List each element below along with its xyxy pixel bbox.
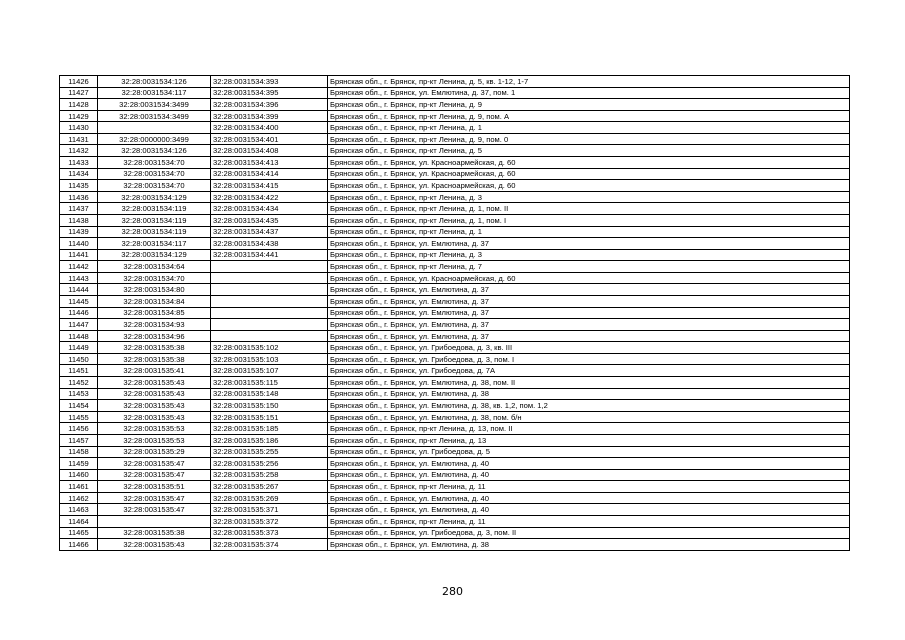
address-cell: Брянская обл., г. Брянск, пр-кт Ленина, д. 1 xyxy=(328,122,850,134)
parcel-cadastral-number-cell: 32:28:0031534:119 xyxy=(98,203,211,215)
row-number-cell: 11443 xyxy=(60,272,98,284)
object-cadastral-number-cell: 32:28:0031534:408 xyxy=(211,145,328,157)
table-row xyxy=(60,295,850,307)
address-cell: Брянская обл., г. Брянск, ул. Емлютина, д. 38, кв. 1,2, пом. 1,2 xyxy=(328,400,850,412)
object-cadastral-number-cell: 32:28:0031534:437 xyxy=(211,226,328,238)
table-row xyxy=(60,87,850,99)
table-row xyxy=(60,284,850,296)
address-cell: Брянская обл., г. Брянск, ул. Грибоедова, д. 3, кв. III xyxy=(328,342,850,354)
parcel-cadastral-number-cell xyxy=(98,122,211,134)
parcel-cadastral-number-cell: 32:28:0031535:38 xyxy=(98,527,211,539)
table-row xyxy=(60,214,850,226)
address-cell: Брянская обл., г. Брянск, ул. Красноармейская, д. 60 xyxy=(328,272,850,284)
object-cadastral-number-cell xyxy=(211,330,328,342)
parcel-cadastral-number-cell: 32:28:0031534:129 xyxy=(98,249,211,261)
address-cell: Брянская обл., г. Брянск, ул. Емлютина, д. 40 xyxy=(328,469,850,481)
parcel-cadastral-number-cell: 32:28:0031535:43 xyxy=(98,388,211,400)
table-row xyxy=(60,515,850,527)
parcel-cadastral-number-cell: 32:28:0031535:29 xyxy=(98,446,211,458)
parcel-cadastral-number-cell: 32:28:0031534:3499 xyxy=(98,110,211,122)
parcel-cadastral-number-cell: 32:28:0031535:43 xyxy=(98,539,211,551)
address-cell: Брянская обл., г. Брянск, ул. Емлютина, д. 40 xyxy=(328,492,850,504)
table-row xyxy=(60,342,850,354)
table-row xyxy=(60,539,850,551)
address-cell: Брянская обл., г. Брянск, пр-кт Ленина, д. 11 xyxy=(328,481,850,493)
table-row xyxy=(60,191,850,203)
address-cell: Брянская обл., г. Брянск, ул. Емлютина, д. 38 xyxy=(328,539,850,551)
row-number-cell: 11435 xyxy=(60,180,98,192)
row-number-cell: 11441 xyxy=(60,249,98,261)
row-number-cell: 11445 xyxy=(60,295,98,307)
object-cadastral-number-cell: 32:28:0031535:269 xyxy=(211,492,328,504)
parcel-cadastral-number-cell: 32:28:0031535:53 xyxy=(98,423,211,435)
table-row xyxy=(60,133,850,145)
object-cadastral-number-cell: 32:28:0031534:399 xyxy=(211,110,328,122)
table-row xyxy=(60,272,850,284)
parcel-cadastral-number-cell: 32:28:0031534:126 xyxy=(98,145,211,157)
table-row xyxy=(60,261,850,273)
object-cadastral-number-cell: 32:28:0031534:438 xyxy=(211,238,328,250)
table-row xyxy=(60,203,850,215)
object-cadastral-number-cell: 32:28:0031534:396 xyxy=(211,99,328,111)
object-cadastral-number-cell xyxy=(211,284,328,296)
object-cadastral-number-cell xyxy=(211,272,328,284)
row-number-cell: 11447 xyxy=(60,319,98,331)
row-number-cell: 11440 xyxy=(60,238,98,250)
row-number-cell: 11466 xyxy=(60,539,98,551)
parcel-cadastral-number-cell: 32:28:0031535:47 xyxy=(98,504,211,516)
table-row xyxy=(60,122,850,134)
address-cell: Брянская обл., г. Брянск, пр-кт Ленина, д. 1 xyxy=(328,226,850,238)
address-cell: Брянская обл., г. Брянск, пр-кт Ленина, д. 11 xyxy=(328,515,850,527)
row-number-cell: 11442 xyxy=(60,261,98,273)
object-cadastral-number-cell: 32:28:0031534:401 xyxy=(211,133,328,145)
parcel-cadastral-number-cell: 32:28:0031534:70 xyxy=(98,168,211,180)
address-cell: Брянская обл., г. Брянск, пр-кт Ленина, д. 7 xyxy=(328,261,850,273)
object-cadastral-number-cell: 32:28:0031535:148 xyxy=(211,388,328,400)
address-cell: Брянская обл., г. Брянск, ул. Емлютина, д. 38, пом. б/н xyxy=(328,411,850,423)
parcel-cadastral-number-cell: 32:28:0031534:119 xyxy=(98,214,211,226)
object-cadastral-number-cell: 32:28:0031534:422 xyxy=(211,191,328,203)
object-cadastral-number-cell: 32:28:0031535:373 xyxy=(211,527,328,539)
table-row xyxy=(60,76,850,88)
row-number-cell: 11438 xyxy=(60,214,98,226)
object-cadastral-number-cell xyxy=(211,295,328,307)
row-number-cell: 11433 xyxy=(60,157,98,169)
row-number-cell: 11465 xyxy=(60,527,98,539)
table-row xyxy=(60,353,850,365)
parcel-cadastral-number-cell: 32:28:0000000:3499 xyxy=(98,133,211,145)
table-row xyxy=(60,469,850,481)
object-cadastral-number-cell: 32:28:0031535:186 xyxy=(211,434,328,446)
object-cadastral-number-cell: 32:28:0031534:435 xyxy=(211,214,328,226)
address-cell: Брянская обл., г. Брянск, ул. Грибоедова, д. 7А xyxy=(328,365,850,377)
object-cadastral-number-cell: 32:28:0031535:107 xyxy=(211,365,328,377)
page-number: 280 xyxy=(442,585,463,598)
object-cadastral-number-cell: 32:28:0031534:441 xyxy=(211,249,328,261)
parcel-cadastral-number-cell: 32:28:0031535:43 xyxy=(98,377,211,389)
table-row xyxy=(60,492,850,504)
parcel-cadastral-number-cell: 32:28:0031535:47 xyxy=(98,458,211,470)
object-cadastral-number-cell: 32:28:0031534:415 xyxy=(211,180,328,192)
object-cadastral-number-cell: 32:28:0031535:256 xyxy=(211,458,328,470)
parcel-cadastral-number-cell: 32:28:0031535:43 xyxy=(98,411,211,423)
parcel-cadastral-number-cell: 32:28:0031535:53 xyxy=(98,434,211,446)
parcel-cadastral-number-cell: 32:28:0031535:47 xyxy=(98,492,211,504)
table-row xyxy=(60,411,850,423)
address-cell: Брянская обл., г. Брянск, ул. Грибоедова, д. 3, пом. I xyxy=(328,353,850,365)
address-cell: Брянская обл., г. Брянск, пр-кт Ленина, д. 1, пом. I xyxy=(328,214,850,226)
object-cadastral-number-cell: 32:28:0031535:185 xyxy=(211,423,328,435)
row-number-cell: 11427 xyxy=(60,87,98,99)
table-row xyxy=(60,157,850,169)
table-row xyxy=(60,180,850,192)
address-cell: Брянская обл., г. Брянск, ул. Емлютина, д. 40 xyxy=(328,458,850,470)
object-cadastral-number-cell: 32:28:0031534:434 xyxy=(211,203,328,215)
parcel-cadastral-number-cell: 32:28:0031534:129 xyxy=(98,191,211,203)
row-number-cell: 11464 xyxy=(60,515,98,527)
parcel-cadastral-number-cell: 32:28:0031534:126 xyxy=(98,76,211,88)
parcel-cadastral-number-cell: 32:28:0031535:38 xyxy=(98,342,211,354)
row-number-cell: 11462 xyxy=(60,492,98,504)
parcel-cadastral-number-cell: 32:28:0031534:119 xyxy=(98,226,211,238)
table-row xyxy=(60,168,850,180)
parcel-cadastral-number-cell: 32:28:0031534:85 xyxy=(98,307,211,319)
table-row xyxy=(60,99,850,111)
row-number-cell: 11439 xyxy=(60,226,98,238)
row-number-cell: 11428 xyxy=(60,99,98,111)
object-cadastral-number-cell: 32:28:0031535:374 xyxy=(211,539,328,551)
address-cell: Брянская обл., г. Брянск, ул. Емлютина, д. 37 xyxy=(328,295,850,307)
address-cell: Брянская обл., г. Брянск, пр-кт Ленина, д. 3 xyxy=(328,249,850,261)
parcel-cadastral-number-cell: 32:28:0031534:117 xyxy=(98,87,211,99)
parcel-cadastral-number-cell: 32:28:0031535:41 xyxy=(98,365,211,377)
address-cell: Брянская обл., г. Брянск, пр-кт Ленина, д. 13, пом. II xyxy=(328,423,850,435)
row-number-cell: 11436 xyxy=(60,191,98,203)
row-number-cell: 11434 xyxy=(60,168,98,180)
parcel-cadastral-number-cell: 32:28:0031535:51 xyxy=(98,481,211,493)
address-cell: Брянская обл., г. Брянск, пр-кт Ленина, д. 13 xyxy=(328,434,850,446)
table-row xyxy=(60,365,850,377)
object-cadastral-number-cell: 32:28:0031535:258 xyxy=(211,469,328,481)
table-row xyxy=(60,145,850,157)
table-row xyxy=(60,458,850,470)
table-row xyxy=(60,434,850,446)
parcel-cadastral-number-cell: 32:28:0031534:3499 xyxy=(98,99,211,111)
table-row xyxy=(60,110,850,122)
object-cadastral-number-cell xyxy=(211,307,328,319)
row-number-cell: 11452 xyxy=(60,377,98,389)
address-cell: Брянская обл., г. Брянск, ул. Грибоедова, д. 5 xyxy=(328,446,850,458)
parcel-cadastral-number-cell: 32:28:0031534:96 xyxy=(98,330,211,342)
address-cell: Брянская обл., г. Брянск, ул. Емлютина, д. 37 xyxy=(328,330,850,342)
row-number-cell: 11444 xyxy=(60,284,98,296)
object-cadastral-number-cell xyxy=(211,261,328,273)
parcel-cadastral-number-cell: 32:28:0031534:64 xyxy=(98,261,211,273)
row-number-cell: 11450 xyxy=(60,353,98,365)
address-cell: Брянская обл., г. Брянск, ул. Красноармейская, д. 60 xyxy=(328,157,850,169)
table-row xyxy=(60,307,850,319)
address-cell: Брянская обл., г. Брянск, ул. Грибоедова, д. 3, пом. II xyxy=(328,527,850,539)
object-cadastral-number-cell: 32:28:0031534:393 xyxy=(211,76,328,88)
address-cell: Брянская обл., г. Брянск, ул. Емлютина, д. 37, пом. 1 xyxy=(328,87,850,99)
row-number-cell: 11455 xyxy=(60,411,98,423)
address-cell: Брянская обл., г. Брянск, ул. Емлютина, д. 37 xyxy=(328,319,850,331)
table-row xyxy=(60,377,850,389)
table-row xyxy=(60,504,850,516)
parcel-cadastral-number-cell: 32:28:0031535:47 xyxy=(98,469,211,481)
address-cell: Брянская обл., г. Брянск, пр-кт Ленина, д. 3 xyxy=(328,191,850,203)
row-number-cell: 11446 xyxy=(60,307,98,319)
parcel-cadastral-number-cell: 32:28:0031534:70 xyxy=(98,157,211,169)
address-cell: Брянская обл., г. Брянск, ул. Красноармейская, д. 60 xyxy=(328,168,850,180)
row-number-cell: 11457 xyxy=(60,434,98,446)
row-number-cell: 11449 xyxy=(60,342,98,354)
table-row xyxy=(60,388,850,400)
table-row xyxy=(60,446,850,458)
object-cadastral-number-cell: 32:28:0031535:372 xyxy=(211,515,328,527)
object-cadastral-number-cell: 32:28:0031534:395 xyxy=(211,87,328,99)
parcel-cadastral-number-cell: 32:28:0031535:38 xyxy=(98,353,211,365)
address-cell: Брянская обл., г. Брянск, ул. Емлютина, д. 40 xyxy=(328,504,850,516)
object-cadastral-number-cell: 32:28:0031535:267 xyxy=(211,481,328,493)
object-cadastral-number-cell: 32:28:0031535:151 xyxy=(211,411,328,423)
parcel-cadastral-number-cell: 32:28:0031534:70 xyxy=(98,272,211,284)
parcel-cadastral-number-cell: 32:28:0031534:80 xyxy=(98,284,211,296)
parcel-cadastral-number-cell: 32:28:0031534:117 xyxy=(98,238,211,250)
address-cell: Брянская обл., г. Брянск, ул. Емлютина, д. 37 xyxy=(328,284,850,296)
cadastral-registry-table xyxy=(59,75,850,551)
address-cell: Брянская обл., г. Брянск, пр-кт Ленина, д. 9, пом. 0 xyxy=(328,133,850,145)
address-cell: Брянская обл., г. Брянск, пр-кт Ленина, д. 5 xyxy=(328,145,850,157)
parcel-cadastral-number-cell: 32:28:0031535:43 xyxy=(98,400,211,412)
table-row xyxy=(60,238,850,250)
object-cadastral-number-cell: 32:28:0031534:400 xyxy=(211,122,328,134)
row-number-cell: 11432 xyxy=(60,145,98,157)
object-cadastral-number-cell: 32:28:0031535:150 xyxy=(211,400,328,412)
table-row xyxy=(60,249,850,261)
address-cell: Брянская обл., г. Брянск, ул. Емлютина, д. 37 xyxy=(328,307,850,319)
table-row xyxy=(60,423,850,435)
address-cell: Брянская обл., г. Брянск, ул. Красноармейская, д. 60 xyxy=(328,180,850,192)
row-number-cell: 11448 xyxy=(60,330,98,342)
row-number-cell: 11459 xyxy=(60,458,98,470)
row-number-cell: 11458 xyxy=(60,446,98,458)
row-number-cell: 11431 xyxy=(60,133,98,145)
row-number-cell: 11437 xyxy=(60,203,98,215)
parcel-cadastral-number-cell: 32:28:0031534:84 xyxy=(98,295,211,307)
table-row xyxy=(60,226,850,238)
object-cadastral-number-cell: 32:28:0031534:413 xyxy=(211,157,328,169)
address-cell: Брянская обл., г. Брянск, пр-кт Ленина, д. 5, кв. 1-12, 1-7 xyxy=(328,76,850,88)
parcel-cadastral-number-cell: 32:28:0031534:70 xyxy=(98,180,211,192)
address-cell: Брянская обл., г. Брянск, пр-кт Ленина, д. 9, пом. А xyxy=(328,110,850,122)
object-cadastral-number-cell: 32:28:0031535:371 xyxy=(211,504,328,516)
object-cadastral-number-cell: 32:28:0031535:102 xyxy=(211,342,328,354)
row-number-cell: 11451 xyxy=(60,365,98,377)
table-row xyxy=(60,400,850,412)
table-row xyxy=(60,319,850,331)
table-row xyxy=(60,481,850,493)
object-cadastral-number-cell: 32:28:0031535:115 xyxy=(211,377,328,389)
table-row xyxy=(60,330,850,342)
address-cell: Брянская обл., г. Брянск, пр-кт Ленина, д. 1, пом. II xyxy=(328,203,850,215)
object-cadastral-number-cell: 32:28:0031535:255 xyxy=(211,446,328,458)
row-number-cell: 11461 xyxy=(60,481,98,493)
row-number-cell: 11463 xyxy=(60,504,98,516)
address-cell: Брянская обл., г. Брянск, ул. Емлютина, д. 37 xyxy=(328,238,850,250)
row-number-cell: 11429 xyxy=(60,110,98,122)
object-cadastral-number-cell xyxy=(211,319,328,331)
row-number-cell: 11426 xyxy=(60,76,98,88)
row-number-cell: 11453 xyxy=(60,388,98,400)
table-row xyxy=(60,527,850,539)
object-cadastral-number-cell: 32:28:0031534:414 xyxy=(211,168,328,180)
row-number-cell: 11460 xyxy=(60,469,98,481)
row-number-cell: 11456 xyxy=(60,423,98,435)
address-cell: Брянская обл., г. Брянск, пр-кт Ленина, д. 9 xyxy=(328,99,850,111)
object-cadastral-number-cell: 32:28:0031535:103 xyxy=(211,353,328,365)
address-cell: Брянская обл., г. Брянск, ул. Емлютина, д. 38 xyxy=(328,388,850,400)
row-number-cell: 11454 xyxy=(60,400,98,412)
registry-table-body xyxy=(60,76,850,551)
parcel-cadastral-number-cell xyxy=(98,515,211,527)
row-number-cell: 11430 xyxy=(60,122,98,134)
address-cell: Брянская обл., г. Брянск, ул. Емлютина, д. 38, пом. II xyxy=(328,377,850,389)
parcel-cadastral-number-cell: 32:28:0031534:93 xyxy=(98,319,211,331)
